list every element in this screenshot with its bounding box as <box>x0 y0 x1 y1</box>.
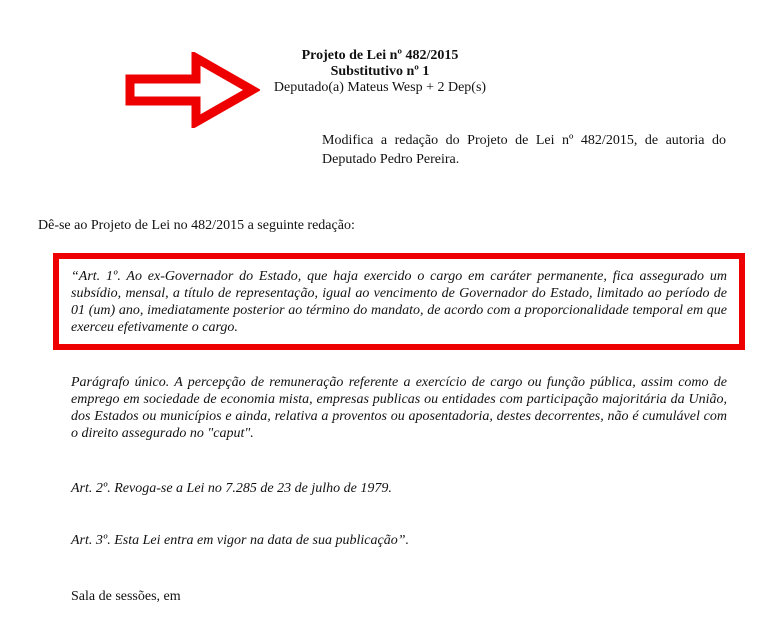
article-2: Art. 2º. Revoga-se a Lei no 7.285 de 23 de julho de 1979. <box>71 481 392 496</box>
document-header <box>250 48 510 96</box>
bill-subtitle: Substitutivo nº 1 <box>330 64 430 79</box>
bill-author: Deputado(a) Mateus Wesp + 2 Dep(s) <box>273 80 487 95</box>
sole-paragraph: Parágrafo único. A percepção de remuneração referente a exercício de cargo ou função pública, assim como de emprego em sociedade de economia mista, empresas publicas ou entidades com participação majoritária da União, dos Estados ou municípios e ainda, relativa a proventos ou aposentadoria, destes decorrentes, não é cumulável com o direito assegurado no "caput". <box>71 375 727 441</box>
article-3: Art. 3º. Esta Lei entra em vigor na data de sua publicação”. <box>71 533 409 548</box>
bill-summary: Modifica a redação do Projeto de Lei nº 482/2015, de autoria do Deputado Pedro Pereira. <box>322 133 726 167</box>
article-1: “Art. 1º. Ao ex-Governador do Estado, que haja exercido o cargo em caráter permanente, fica assegurado um subsídio, mensal, a título de representação, igual ao vencimento de Governador do Estado, limitado ao período de 01 (um) ano, imediatamente posterior ao término do mandato, de acordo com a proporcionalidade temporal em que exerceu efetivamente o cargo. <box>71 269 727 335</box>
intro-text: Dê-se ao Projeto de Lei no 482/2015 a seguinte redação: <box>38 218 355 233</box>
closing-line: Sala de sessões, em <box>71 589 181 604</box>
bill-title: Projeto de Lei nº 482/2015 <box>301 48 459 63</box>
right-arrow-icon <box>124 52 260 128</box>
